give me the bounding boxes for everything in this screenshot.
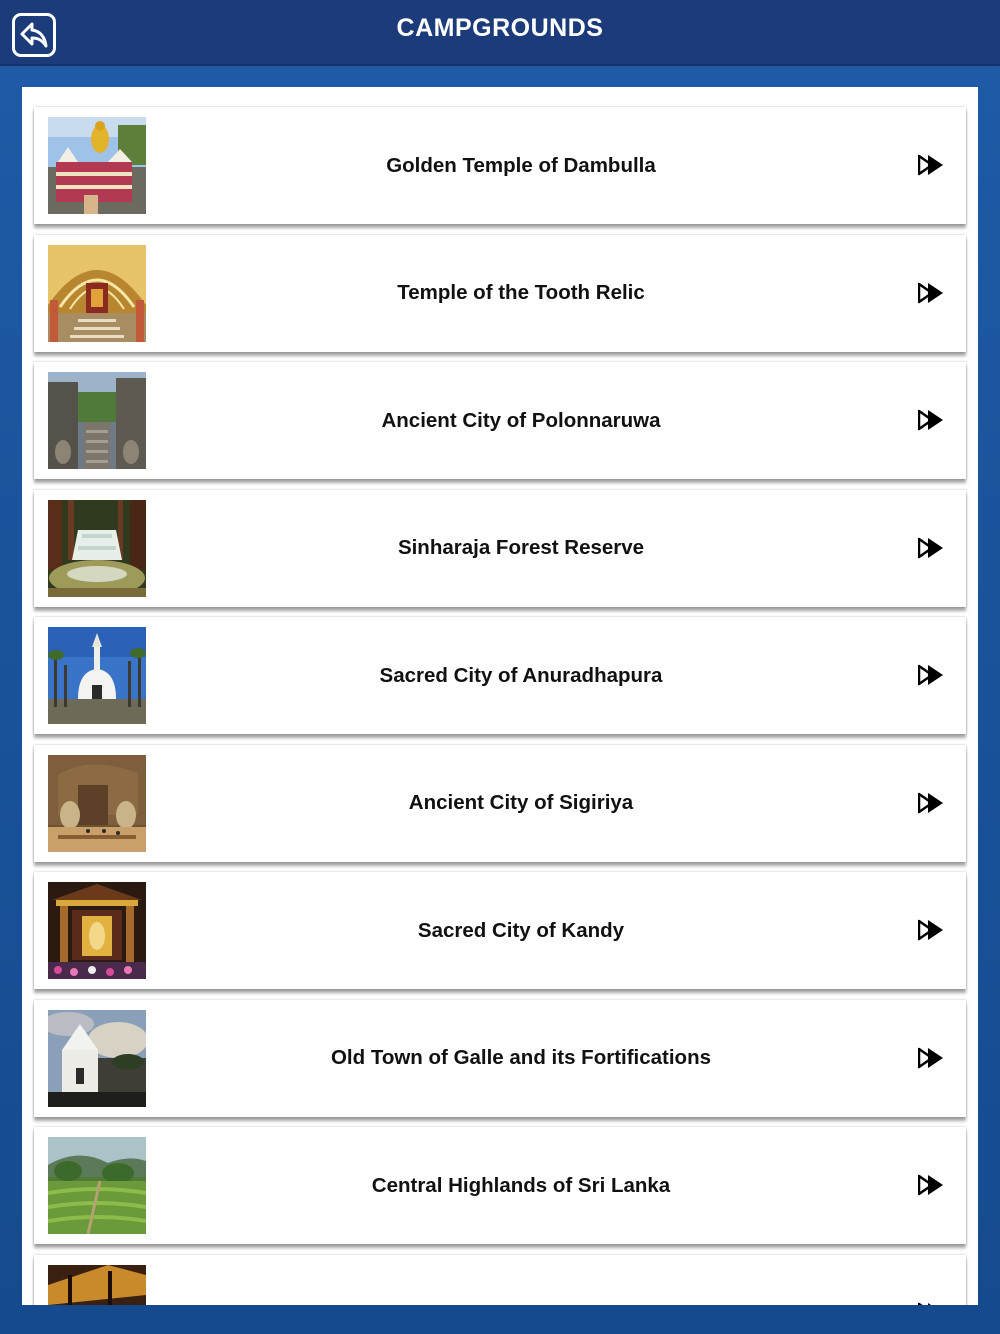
double-play-arrow-icon[interactable] xyxy=(918,664,944,686)
top-nav-bar xyxy=(0,0,1000,66)
list-panel[interactable] xyxy=(22,87,978,1305)
item-title: Ancient City of Polonnaruwa xyxy=(381,408,661,432)
double-play-arrow-icon[interactable] xyxy=(918,1047,944,1069)
list-item[interactable] xyxy=(34,235,966,352)
item-title: Sacred City of Kandy xyxy=(417,918,625,942)
item-title: Old Town of Galle and its Fortifications xyxy=(330,1046,712,1069)
double-play-arrow-icon[interactable] xyxy=(918,792,944,814)
list-item[interactable] xyxy=(34,745,966,862)
list-item[interactable] xyxy=(34,490,966,607)
double-play-arrow-icon[interactable] xyxy=(918,282,944,304)
thumbnail-image xyxy=(48,1265,146,1306)
thumbnail-image xyxy=(48,117,146,214)
item-title: Golden Temple of Dambulla xyxy=(386,153,656,177)
list-item[interactable] xyxy=(34,617,966,734)
item-title xyxy=(146,1255,896,1306)
thumbnail-image xyxy=(48,372,146,469)
list-item[interactable] xyxy=(34,1127,966,1244)
double-play-arrow-icon[interactable] xyxy=(918,1174,944,1196)
item-title: Sacred City of Anuradhapura xyxy=(379,663,663,687)
double-play-arrow-icon[interactable] xyxy=(918,409,944,431)
thumbnail-image xyxy=(48,882,146,979)
thumbnail-image xyxy=(48,500,146,597)
double-play-arrow-icon[interactable] xyxy=(918,1302,944,1306)
thumbnail-image xyxy=(48,755,146,852)
list-item[interactable] xyxy=(34,1255,966,1306)
list-item[interactable] xyxy=(34,362,966,479)
item-title: Ancient City of Sigiriya xyxy=(408,791,634,814)
item-title: Sinharaja Forest Reserve xyxy=(397,536,645,559)
thumbnail-image xyxy=(48,245,146,342)
list-item[interactable] xyxy=(34,107,966,224)
double-play-arrow-icon[interactable] xyxy=(918,919,944,941)
page-title: CAMPGROUNDS xyxy=(396,14,604,42)
list-item[interactable] xyxy=(34,1000,966,1117)
site-list xyxy=(34,107,966,1305)
list-item[interactable] xyxy=(34,872,966,989)
thumbnail-image xyxy=(48,1137,146,1234)
double-play-arrow-icon[interactable] xyxy=(918,154,944,176)
thumbnail-image xyxy=(48,627,146,724)
thumbnail-image xyxy=(48,1010,146,1107)
double-play-arrow-icon[interactable] xyxy=(918,537,944,559)
item-title: Central Highlands of Sri Lanka xyxy=(371,1173,671,1197)
item-title: Temple of the Tooth Relic xyxy=(397,281,645,304)
